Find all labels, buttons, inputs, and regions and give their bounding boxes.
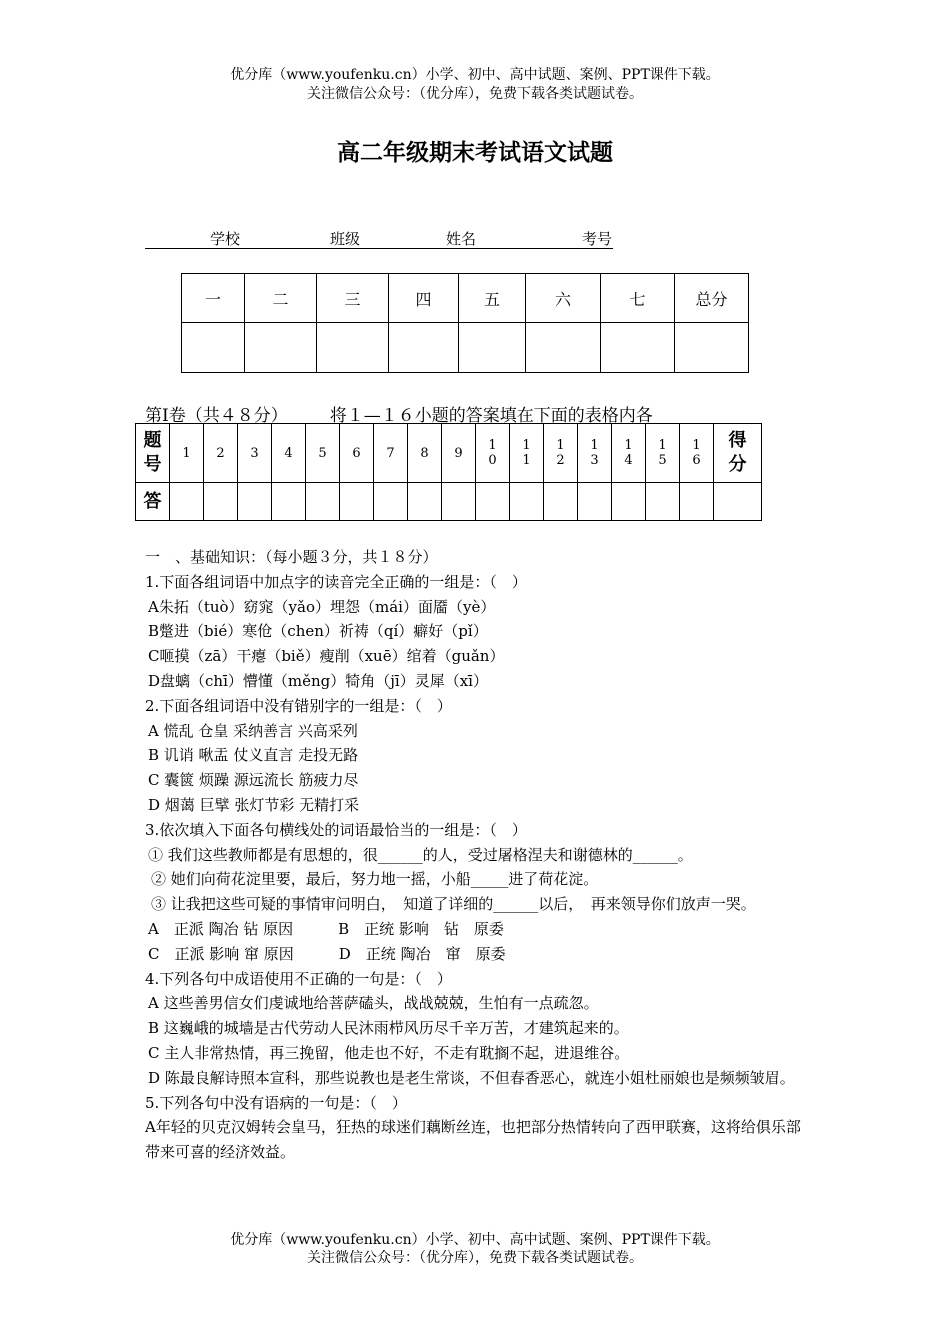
question-number-label: 题 号 xyxy=(136,424,170,483)
question-4-option-a: A 这些善男信女们虔诚地给菩萨磕头，战战兢兢，生怕有一点疏忽。 xyxy=(148,994,599,1013)
score-header-7: 七 xyxy=(601,274,675,323)
score-header-total: 总分 xyxy=(675,274,749,323)
question-5-option-a: A年轻的贝克汉姆转会皇马，狂热的球迷们藕断丝连，也把部分热情转向了西甲联赛，这将给俱乐部带来可喜的经济效益。 xyxy=(145,1118,801,1162)
question-4-option-d: D 陈最良解诗照本宣科，那些说教也是老生常谈，不但春香恶心，就连小姐杜丽娘也是频频皱眉。 xyxy=(148,1068,795,1087)
score-value-row xyxy=(182,323,749,373)
answer-cell[interactable] xyxy=(544,483,578,521)
question-number: 7 xyxy=(374,424,408,483)
answer-cell[interactable] xyxy=(612,483,646,521)
score-header-5: 五 xyxy=(459,274,526,323)
site-banner-line2: 关注微信公众号：（优分库），免费下载各类试题试卷。 xyxy=(307,86,643,102)
section-instruction: 将１—１６小题的答案填在下面的表格内各 xyxy=(329,406,653,426)
questions-body xyxy=(145,545,810,1165)
answer-table xyxy=(135,423,762,521)
answer-cell[interactable] xyxy=(408,483,442,521)
answer-label: 答 xyxy=(136,483,170,521)
question-number: 1 5 xyxy=(646,424,680,483)
question-number: 1 xyxy=(170,424,204,483)
question-4-option-b: B 这巍峨的城墙是古代劳动人民沐雨栉风历尽千辛万苦，才建筑起来的。 xyxy=(148,1019,629,1038)
answer-cell[interactable] xyxy=(238,483,272,521)
score-header-3: 三 xyxy=(317,274,389,323)
score-label: 得 分 xyxy=(714,424,762,483)
question-number: 2 xyxy=(204,424,238,483)
question-4-stem: 4.下列各句中成语使用不正确的一句是：（ ） xyxy=(145,969,452,988)
section-label: 第Ⅰ卷（共４８分） xyxy=(145,406,288,426)
score-header-2: 二 xyxy=(245,274,317,323)
question-number: 5 xyxy=(306,424,340,483)
score-cell[interactable] xyxy=(245,323,317,373)
score-header-1: 一 xyxy=(182,274,245,323)
answer-cell[interactable] xyxy=(204,483,238,521)
score-cell[interactable] xyxy=(389,323,459,373)
question-number: 1 2 xyxy=(544,424,578,483)
answer-row xyxy=(136,483,762,521)
class-label: 班级 xyxy=(330,230,361,248)
question-number: 1 6 xyxy=(680,424,714,483)
question-1-stem: 1.下面各组词语中加点字的读音完全正确的一组是：（ ） xyxy=(145,572,527,591)
answer-number-row xyxy=(136,424,762,483)
question-3-sentence-3: ③ 让我把这些可疑的事情审问明白， 知道了详细的______以后， 再来领导你们放声一哭。 xyxy=(151,895,756,914)
question-1-option-b: B蹩进（bié）寒伧（chen）祈祷（qí）癖好（pǐ） xyxy=(148,622,488,641)
question-2-option-b: B 讥诮 啾盂 仗义直言 走投无路 xyxy=(148,746,359,765)
question-number: 9 xyxy=(442,424,476,483)
question-4-option-c: C 主人非常热情，再三挽留，他走也不好，不走有耽搁不起，进退维谷。 xyxy=(148,1043,630,1062)
site-banner-line1: 优分库（www.youfenku.cn）小学、初中、高中试题、案例、PPT课件下载。 xyxy=(230,67,720,83)
question-number: 1 1 xyxy=(510,424,544,483)
score-cell[interactable] xyxy=(459,323,526,373)
answer-cell[interactable] xyxy=(476,483,510,521)
score-cell[interactable] xyxy=(601,323,675,373)
answer-cell[interactable] xyxy=(646,483,680,521)
question-number: 3 xyxy=(238,424,272,483)
question-1-option-a: A朱拓（tuò）窈窕（yǎo）埋怨（mái）面靥（yè） xyxy=(148,597,496,616)
answer-cell[interactable] xyxy=(306,483,340,521)
score-header-row xyxy=(182,274,749,323)
score-header-6: 六 xyxy=(526,274,601,323)
answer-cell[interactable] xyxy=(680,483,714,521)
page-title: 高二年级期末考试语文试题 xyxy=(337,139,613,166)
answer-cell[interactable] xyxy=(340,483,374,521)
question-number: 1 0 xyxy=(476,424,510,483)
answer-cell[interactable] xyxy=(170,483,204,521)
site-footer-line1: 优分库（www.youfenku.cn）小学、初中、高中试题、案例、PPT课件下载。 xyxy=(230,1232,720,1248)
name-label: 姓名 xyxy=(446,230,477,248)
question-1-option-d: D盘螭（chī）懵懂（měng）犄角（jī）灵犀（xī） xyxy=(148,671,488,690)
answer-cell[interactable] xyxy=(374,483,408,521)
question-number: 8 xyxy=(408,424,442,483)
question-3-options-ab: A 正派 陶冶 钻 原因 B 正统 影响 钻 原委 xyxy=(148,919,504,938)
question-2-option-c: C 囊篋 烦躁 源远流长 筋疲力尽 xyxy=(148,771,359,790)
question-3-stem: 3.依次填入下面各句横线处的词语最恰当的一组是：（ ） xyxy=(145,820,527,839)
score-header-4: 四 xyxy=(389,274,459,323)
question-number: 1 3 xyxy=(578,424,612,483)
answer-cell[interactable] xyxy=(272,483,306,521)
question-2-stem: 2.下面各组词语中没有错别字的一组是：（ ） xyxy=(145,696,452,715)
student-info-line xyxy=(145,228,613,249)
question-number: 6 xyxy=(340,424,374,483)
answer-cell[interactable] xyxy=(510,483,544,521)
score-cell[interactable] xyxy=(526,323,601,373)
question-number: 1 4 xyxy=(612,424,646,483)
answer-cell[interactable] xyxy=(578,483,612,521)
question-1-option-c: C咂摸（zā）干瘪（biě）瘦削（xuē）绾着（guǎn） xyxy=(148,647,505,666)
exam-number-label: 考号 xyxy=(582,230,613,248)
score-table xyxy=(181,273,749,373)
score-cell[interactable] xyxy=(675,323,749,373)
question-number: 4 xyxy=(272,424,306,483)
answer-cell[interactable] xyxy=(442,483,476,521)
score-cell[interactable] xyxy=(714,483,762,521)
question-3-sentence-1: ① 我们这些教师都是有思想的，很______的人，受过屠格涅夫和谢德林的______。 xyxy=(148,845,693,864)
school-label: 学校 xyxy=(210,230,241,248)
score-cell[interactable] xyxy=(317,323,389,373)
score-cell[interactable] xyxy=(182,323,245,373)
question-2-option-d: D 烟蔼 巨擘 张灯节彩 无精打采 xyxy=(148,795,360,814)
part-title: 一 、基础知识：（每小题３分，共１８分） xyxy=(145,548,438,566)
question-3-options-cd: C 正派 影响 窜 原因 D 正统 陶冶 窜 原委 xyxy=(148,944,506,963)
question-3-sentence-2: ② 她们向荷花淀里要，最后，努力地一摇，小船_____进了荷花淀。 xyxy=(151,870,599,889)
site-footer-line2: 关注微信公众号：（优分库），免费下载各类试题试卷。 xyxy=(307,1250,643,1266)
question-5-stem: 5.下列各句中没有语病的一句是：（ ） xyxy=(145,1093,407,1112)
question-2-option-a: A 慌乱 仓皇 采纳善言 兴高采列 xyxy=(148,721,358,740)
